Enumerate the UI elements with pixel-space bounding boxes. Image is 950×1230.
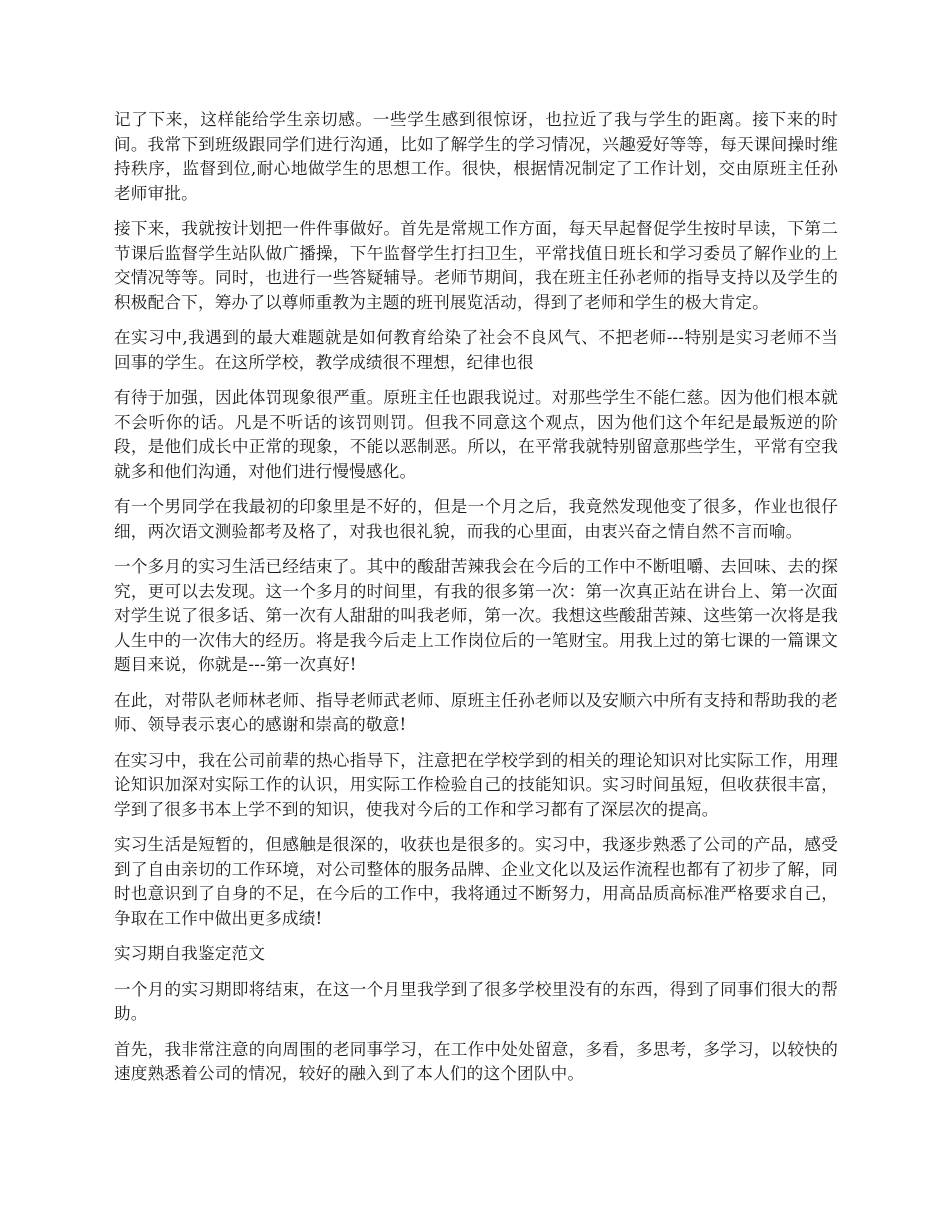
- paragraph-7: 在此，对带队老师林老师、指导老师武老师、原班主任孙老师以及安顺六中所有支持和帮助我的老师、领导表示衷心的感谢和崇高的敬意!: [114, 690, 838, 734]
- paragraph-6: 一个多月的实习生活已经结束了。其中的酸甜苦辣我会在今后的工作中不断咀嚼、去回味、去的探究，更可以去发现。这一个多月的时间里，有我的很多第一次：第一次真正站在讲台上、第一次面对学生说了很多话、第一次有人甜甜的叫我老师，第一次。我想这些酸甜苦辣、这些第一次将是我人生中的一次伟大的经历。将是我今后走上工作岗位后的一笔财宝。用我上过的第七课的一篇课文题目来说，你就是---第一次真好!: [114, 557, 838, 674]
- paragraph-1: 记了下来，这样能给学生亲切感。一些学生感到很惊讶，也拉近了我与学生的距离。接下来的时间。我常下到班级跟同学们进行沟通，比如了解学生的学习情况，兴趣爱好等等，每天课间操时维持秩序，监督到位,耐心地做学生的思想工作。很快，根据情况制定了工作计划，交由原班主任孙老师审批。: [114, 110, 838, 203]
- paragraph-2: 接下来，我就按计划把一件件事做好。首先是常规工作方面，每天早起督促学生按时早读，下第二节课后监督学生站队做广播操，下午监督学生打扫卫生，平常找值日班长和学习委员了解作业的上交情况等等。同时，也进行一些答疑辅导。老师节期间，我在班主任孙老师的指导支持以及学生的积极配合下，筹办了以尊师重教为主题的班刊展览活动，得到了老师和学生的极大肯定。: [114, 219, 838, 312]
- document-body: [114, 108, 838, 1098]
- paragraph-4: 有待于加强，因此体罚现象很严重。原班主任也跟我说过。对那些学生不能仁慈。因为他们根本就不会听你的话。凡是不听话的该罚则罚。但我不同意这个观点，因为他们这个年纪是最叛逆的阶段，是他们成长中正常的现象，不能以恶制恶。所以，在平常我就特别留意那些学生，平常有空我就多和他们沟通，对他们进行慢慢感化。: [114, 388, 838, 481]
- section-heading: 实习期自我鉴定范文: [114, 944, 266, 963]
- paragraph-10: 一个月的实习期即将结束，在这一个月里我学到了很多学校里没有的东西，得到了同事们很大的帮助。: [114, 979, 838, 1023]
- paragraph-9: 实习生活是短暂的，但感触是很深的，收获也是很多的。实习中，我逐步熟悉了公司的产品，感受到了自由亲切的工作环境，对公司整体的服务品牌、企业文化以及运作流程也都有了初步了解，同时也意识到了自身的不足，在今后的工作中，我将通过不断努力，用高品质高标准严格要求自己，争取在工作中做出更多成绩!: [114, 835, 838, 928]
- paragraph-8: 在实习中，我在公司前辈的热心指导下，注意把在学校学到的相关的理论知识对比实际工作，用理论知识加深对实际工作的认识，用实际工作检验自己的技能知识。实习时间虽短，但收获很丰富，学到了很多书本上学不到的知识，使我对今后的工作和学习都有了深层次的提高。: [114, 750, 838, 819]
- paragraph-11: 首先，我非常注意的向周围的老同事学习，在工作中处处留意，多看，多思考，多学习，以较快的速度熟悉着公司的情况，较好的融入到了本人们的这个团队中。: [114, 1039, 838, 1083]
- paragraph-5: 有一个男同学在我最初的印象里是不好的，但是一个月之后，我竟然发现他变了很多，作业也很仔细，两次语文测验都考及格了，对我也很礼貌，而我的心里面，由衷兴奋之情自然不言而喻。: [114, 497, 838, 541]
- paragraph-3: 在实习中,我遇到的最大难题就是如何教育给染了社会不良风气、不把老师---特别是实习老师不当回事的学生。在这所学校，教学成绩很不理想，纪律也很: [114, 328, 838, 372]
